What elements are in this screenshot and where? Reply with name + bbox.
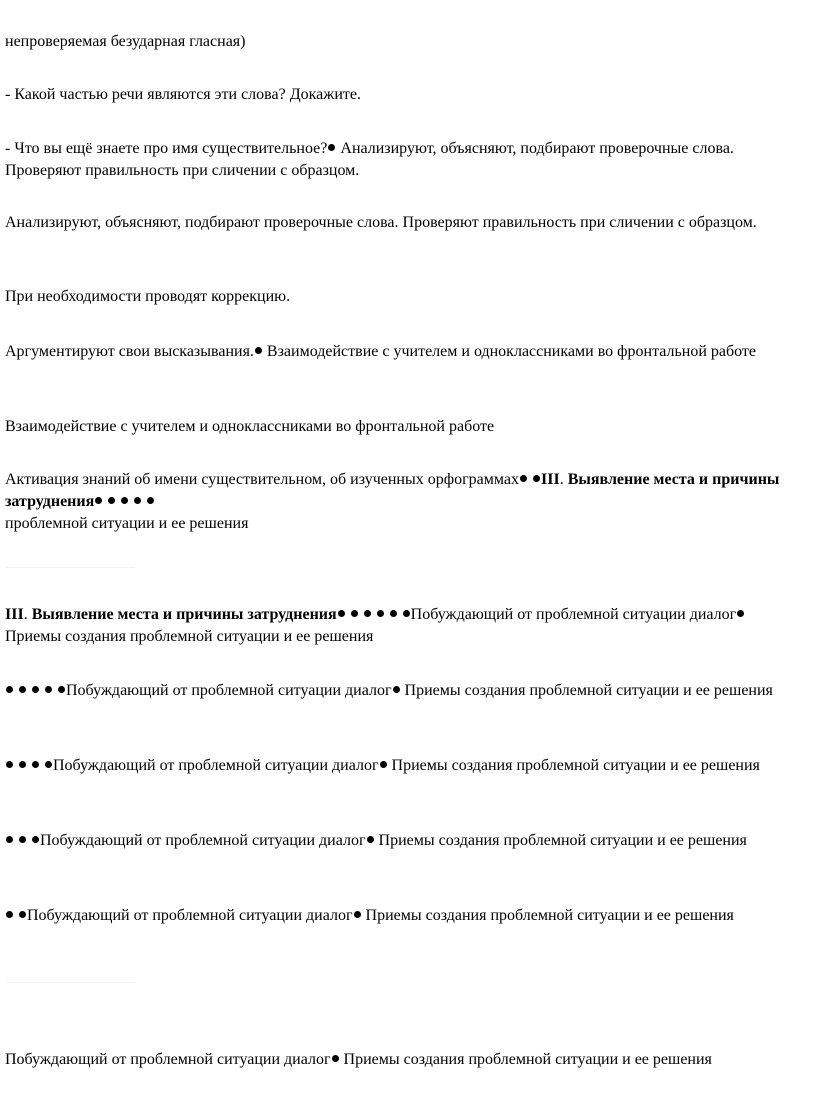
text: - Какой частью речи являются эти слова? Докажите. xyxy=(5,86,361,103)
bullet-icon xyxy=(147,497,154,504)
text-line-unverifiable-vowel xyxy=(5,31,805,53)
question-part-of-speech xyxy=(5,84,805,106)
bullet-icon xyxy=(58,686,65,693)
bullet-icon xyxy=(32,836,39,843)
bullet-icon xyxy=(377,610,384,617)
text: Побуждающий от проблемной ситуации диалог xyxy=(40,832,366,849)
bullet-icon xyxy=(364,610,371,617)
text: Побуждающий от проблемной ситуации диалог xyxy=(66,682,392,699)
text: . xyxy=(23,606,32,623)
analysis-paragraph xyxy=(5,212,805,234)
bullet-icon xyxy=(351,610,358,617)
section-title: Выявление места и причины затруднения xyxy=(31,606,337,623)
text: Взаимодействие с учителем и одноклассниками во фронтальной работе xyxy=(262,343,757,360)
bullet-icon xyxy=(380,761,387,768)
bullet-icon xyxy=(108,497,115,504)
bullet-icon xyxy=(6,911,13,918)
text: - Что вы ещё знаете про имя существительное? xyxy=(5,140,328,157)
activation-paragraph xyxy=(5,469,805,535)
bullet-icon xyxy=(403,610,410,617)
divider xyxy=(5,567,135,568)
dialog-paragraph-3 xyxy=(5,830,805,852)
text: Приемы создания проблемной ситуации и ее решения xyxy=(5,628,374,645)
bullet-icon xyxy=(134,497,141,504)
bullet-icon xyxy=(32,761,39,768)
text: Приемы создания проблемной ситуации и ее решения xyxy=(400,682,773,699)
text: Анализируют, объясняют, подбирают проверочные слова. Проверяют правильность при сличении с образцом. xyxy=(5,214,757,231)
argumentation-paragraph xyxy=(5,341,805,363)
bullet-icon xyxy=(32,686,39,693)
dialog-paragraph-5 xyxy=(5,1049,805,1071)
bullet-icon xyxy=(393,686,400,693)
question-noun-knowledge xyxy=(5,138,805,182)
bullet-icon xyxy=(45,761,52,768)
section-title: Выявление места и причины затруднения xyxy=(5,471,780,510)
bullet-icon xyxy=(6,686,13,693)
bullet-icon xyxy=(95,497,102,504)
text: Приемы создания проблемной ситуации и ее решения xyxy=(361,907,734,924)
text: Побуждающий от проблемной ситуации диалог xyxy=(27,907,353,924)
bullet-icon xyxy=(19,761,26,768)
text: Побуждающий от проблемной ситуации диалог xyxy=(410,606,737,623)
bullet-icon xyxy=(332,1055,339,1062)
bullet-icon xyxy=(533,475,540,482)
dialog-paragraph-1 xyxy=(5,680,805,702)
text: Побуждающий от проблемной ситуации диалог xyxy=(5,1051,331,1068)
section-number: III xyxy=(541,471,560,488)
text: . xyxy=(559,471,568,488)
bullet-icon xyxy=(354,911,361,918)
section-iii-paragraph xyxy=(5,604,805,648)
text: Приемы создания проблемной ситуации и ее решения xyxy=(374,832,747,849)
text: Аргументируют свои высказывания. xyxy=(5,343,254,360)
section-number: III xyxy=(5,606,24,623)
dialog-paragraph-2 xyxy=(5,755,805,777)
correction-paragraph xyxy=(5,286,805,308)
bullet-icon xyxy=(737,610,744,617)
bullet-icon xyxy=(19,686,26,693)
bullet-icon xyxy=(390,610,397,617)
bullet-icon xyxy=(6,836,13,843)
text: Приемы создания проблемной ситуации и ее решения xyxy=(339,1051,712,1068)
bullet-icon xyxy=(121,497,128,504)
text: Активация знаний об имени существительном, об изученных орфограммах xyxy=(5,471,519,488)
text: Анализируют, объясняют, подбирают проверочные слова. Проверяют правильность при сличении с образцом. xyxy=(5,140,734,179)
text: Приемы создания проблемной ситуации и ее решения xyxy=(387,757,760,774)
bullet-icon xyxy=(45,686,52,693)
text: проблемной ситуации и ее решения xyxy=(5,515,249,532)
text: Взаимодействие с учителем и одноклассниками во фронтальной работе xyxy=(5,418,495,435)
text: При необходимости проводят коррекцию. xyxy=(5,288,291,305)
text: непроверяемая безударная гласная) xyxy=(5,33,246,50)
dialog-paragraph-4 xyxy=(5,905,805,927)
bullet-icon xyxy=(338,610,345,617)
text: Побуждающий от проблемной ситуации диалог xyxy=(53,757,379,774)
divider xyxy=(5,982,135,983)
bullet-icon xyxy=(19,836,26,843)
bullet-icon xyxy=(328,144,335,151)
bullet-icon xyxy=(520,475,527,482)
bullet-icon xyxy=(255,347,262,354)
bullet-icon xyxy=(19,911,26,918)
bullet-icon xyxy=(6,761,13,768)
interaction-paragraph xyxy=(5,416,805,438)
bullet-icon xyxy=(367,836,374,843)
